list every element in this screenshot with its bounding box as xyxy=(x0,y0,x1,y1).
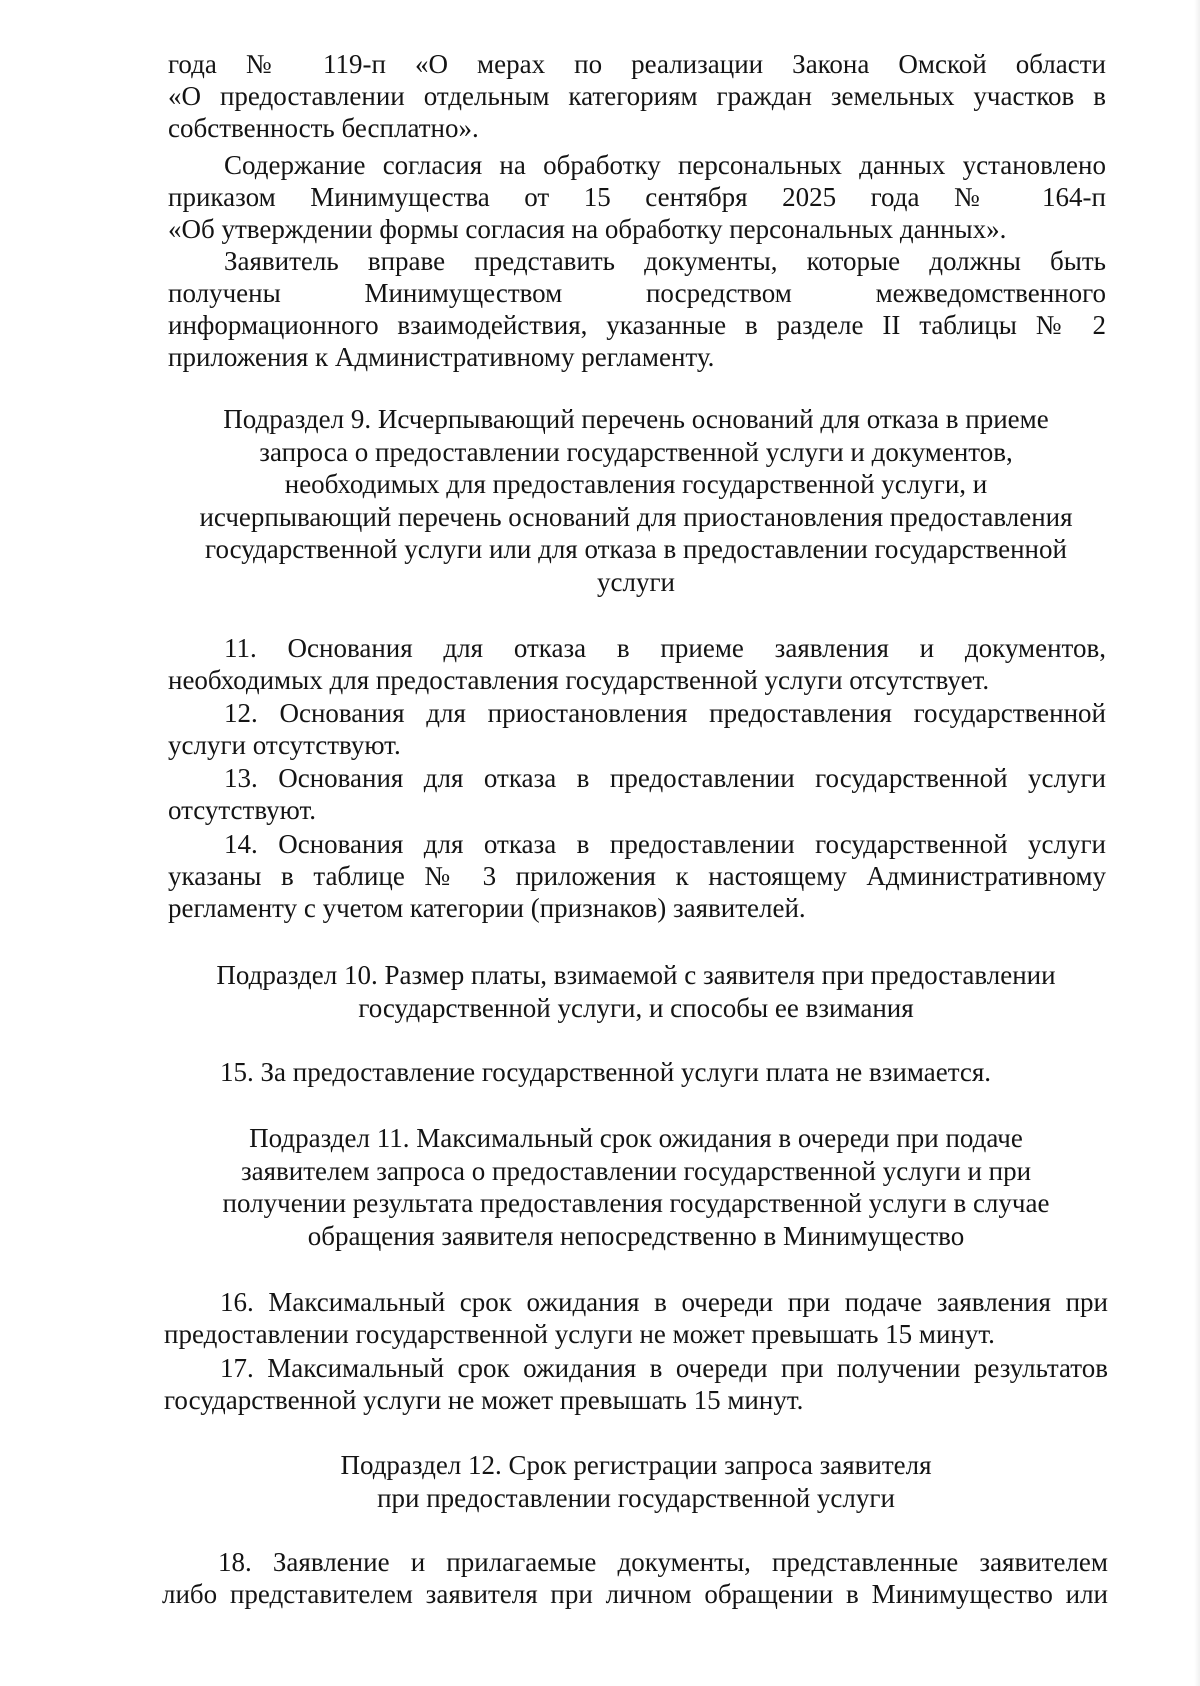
text-line: Заявитель вправе представить документы, которые должны быть xyxy=(224,246,1106,276)
text-line: услуги отсутствуют. xyxy=(168,730,401,760)
heading-line: государственной услуги или для отказа в предоставлении государственной xyxy=(205,534,1067,564)
heading-line: обращения заявителя непосредственно в Минимущество xyxy=(307,1220,965,1251)
item-16 xyxy=(164,1286,1108,1350)
item-12 xyxy=(168,697,1106,761)
item-15 xyxy=(168,1056,1106,1088)
text-line: указаны в таблице № 3 приложения к настоящему Административному xyxy=(168,861,1106,891)
text-line: государственной услуги не может превышать 15 минут. xyxy=(164,1385,804,1415)
heading-line: запроса о предоставлении государственной услуги и документов, xyxy=(259,436,1013,467)
text-line: 14. Основания для отказа в предоставлении государственной услуги xyxy=(224,829,1106,859)
subsection-10-heading xyxy=(160,959,1112,1024)
heading-line: Подраздел 10. Размер платы, взимаемой с заявителя при предоставлении xyxy=(216,960,1056,990)
text-line: года № 119-п «О мерах по реализации Закона Омской области xyxy=(168,49,1106,79)
item-18 xyxy=(162,1546,1108,1610)
text-line: приложения к Административному регламенту. xyxy=(168,342,715,372)
text-line: 17. Максимальный срок ожидания в очереди при получении результатов xyxy=(220,1353,1108,1383)
subsection-9-heading xyxy=(160,403,1112,598)
text-line: предоставлении государственной услуги не может превышать 15 минут. xyxy=(164,1319,995,1349)
item-11 xyxy=(168,632,1106,696)
heading-line: услуги xyxy=(597,566,675,597)
heading-line: Подраздел 12. Срок регистрации запроса заявителя xyxy=(340,1450,932,1480)
text-line: информационного взаимодействия, указанные в разделе II таблицы № 2 xyxy=(168,310,1106,340)
intro-paragraph xyxy=(168,48,1106,144)
heading-line: необходимых для предоставления государственной услуги, и xyxy=(284,469,988,499)
text-line: получены Минимуществом посредством межведомственного xyxy=(168,278,1106,308)
heading-line: заявителем запроса о предоставлении государственной услуги и при xyxy=(240,1155,1032,1186)
heading-line: Подраздел 11. Максимальный срок ожидания в очереди при подаче xyxy=(249,1123,1023,1153)
text-line: 11. Основания для отказа в приеме заявления и документов, xyxy=(224,633,1106,663)
text-line: Содержание согласия на обработку персональных данных установлено xyxy=(224,150,1106,180)
text-line: регламенту с учетом категории (признаков) заявителей. xyxy=(168,893,806,923)
text-line: отсутствуют. xyxy=(168,795,316,825)
text-line: 15. За предоставление государственной услуги плата не взимается. xyxy=(220,1057,992,1087)
scan-edge-shadow xyxy=(1194,0,1200,1686)
consent-paragraph xyxy=(168,149,1106,245)
subsection-11-heading xyxy=(160,1122,1112,1252)
applicant-paragraph xyxy=(168,245,1106,373)
text-line: 16. Максимальный срок ожидания в очереди при подаче заявления при xyxy=(220,1287,1108,1317)
text-line: приказом Минимущества от 15 сентября 2025 года № 164-п xyxy=(168,182,1106,212)
subsection-12-heading xyxy=(160,1449,1112,1514)
text-line: собственность бесплатно». xyxy=(168,113,479,143)
item-13 xyxy=(168,762,1106,826)
text-line: 18. Заявление и прилагаемые документы, представленные заявителем xyxy=(218,1547,1108,1577)
heading-line: государственной услуги, и способы ее взимания xyxy=(358,992,914,1023)
text-line: 12. Основания для приостановления предоставления государственной xyxy=(224,698,1106,728)
text-line: 13. Основания для отказа в предоставлении государственной услуги xyxy=(224,763,1106,793)
item-14 xyxy=(168,828,1106,924)
item-17 xyxy=(164,1352,1108,1416)
text-line: «Об утверждении формы согласия на обработку персональных данных». xyxy=(168,214,1007,244)
heading-line: получении результата предоставления государственной услуги в случае xyxy=(222,1188,1050,1218)
text-line: либо представителем заявителя при личном обращении в Минимущество или xyxy=(162,1579,1108,1609)
heading-line: исчерпывающий перечень оснований для приостановления предоставления xyxy=(199,501,1073,532)
heading-line: Подраздел 9. Исчерпывающий перечень оснований для отказа в приеме xyxy=(223,404,1049,434)
text-line: «О предоставлении отдельным категориям граждан земельных участков в xyxy=(168,81,1106,111)
heading-line: при предоставлении государственной услуги xyxy=(377,1482,895,1513)
text-line: необходимых для предоставления государственной услуги отсутствует. xyxy=(168,665,990,695)
